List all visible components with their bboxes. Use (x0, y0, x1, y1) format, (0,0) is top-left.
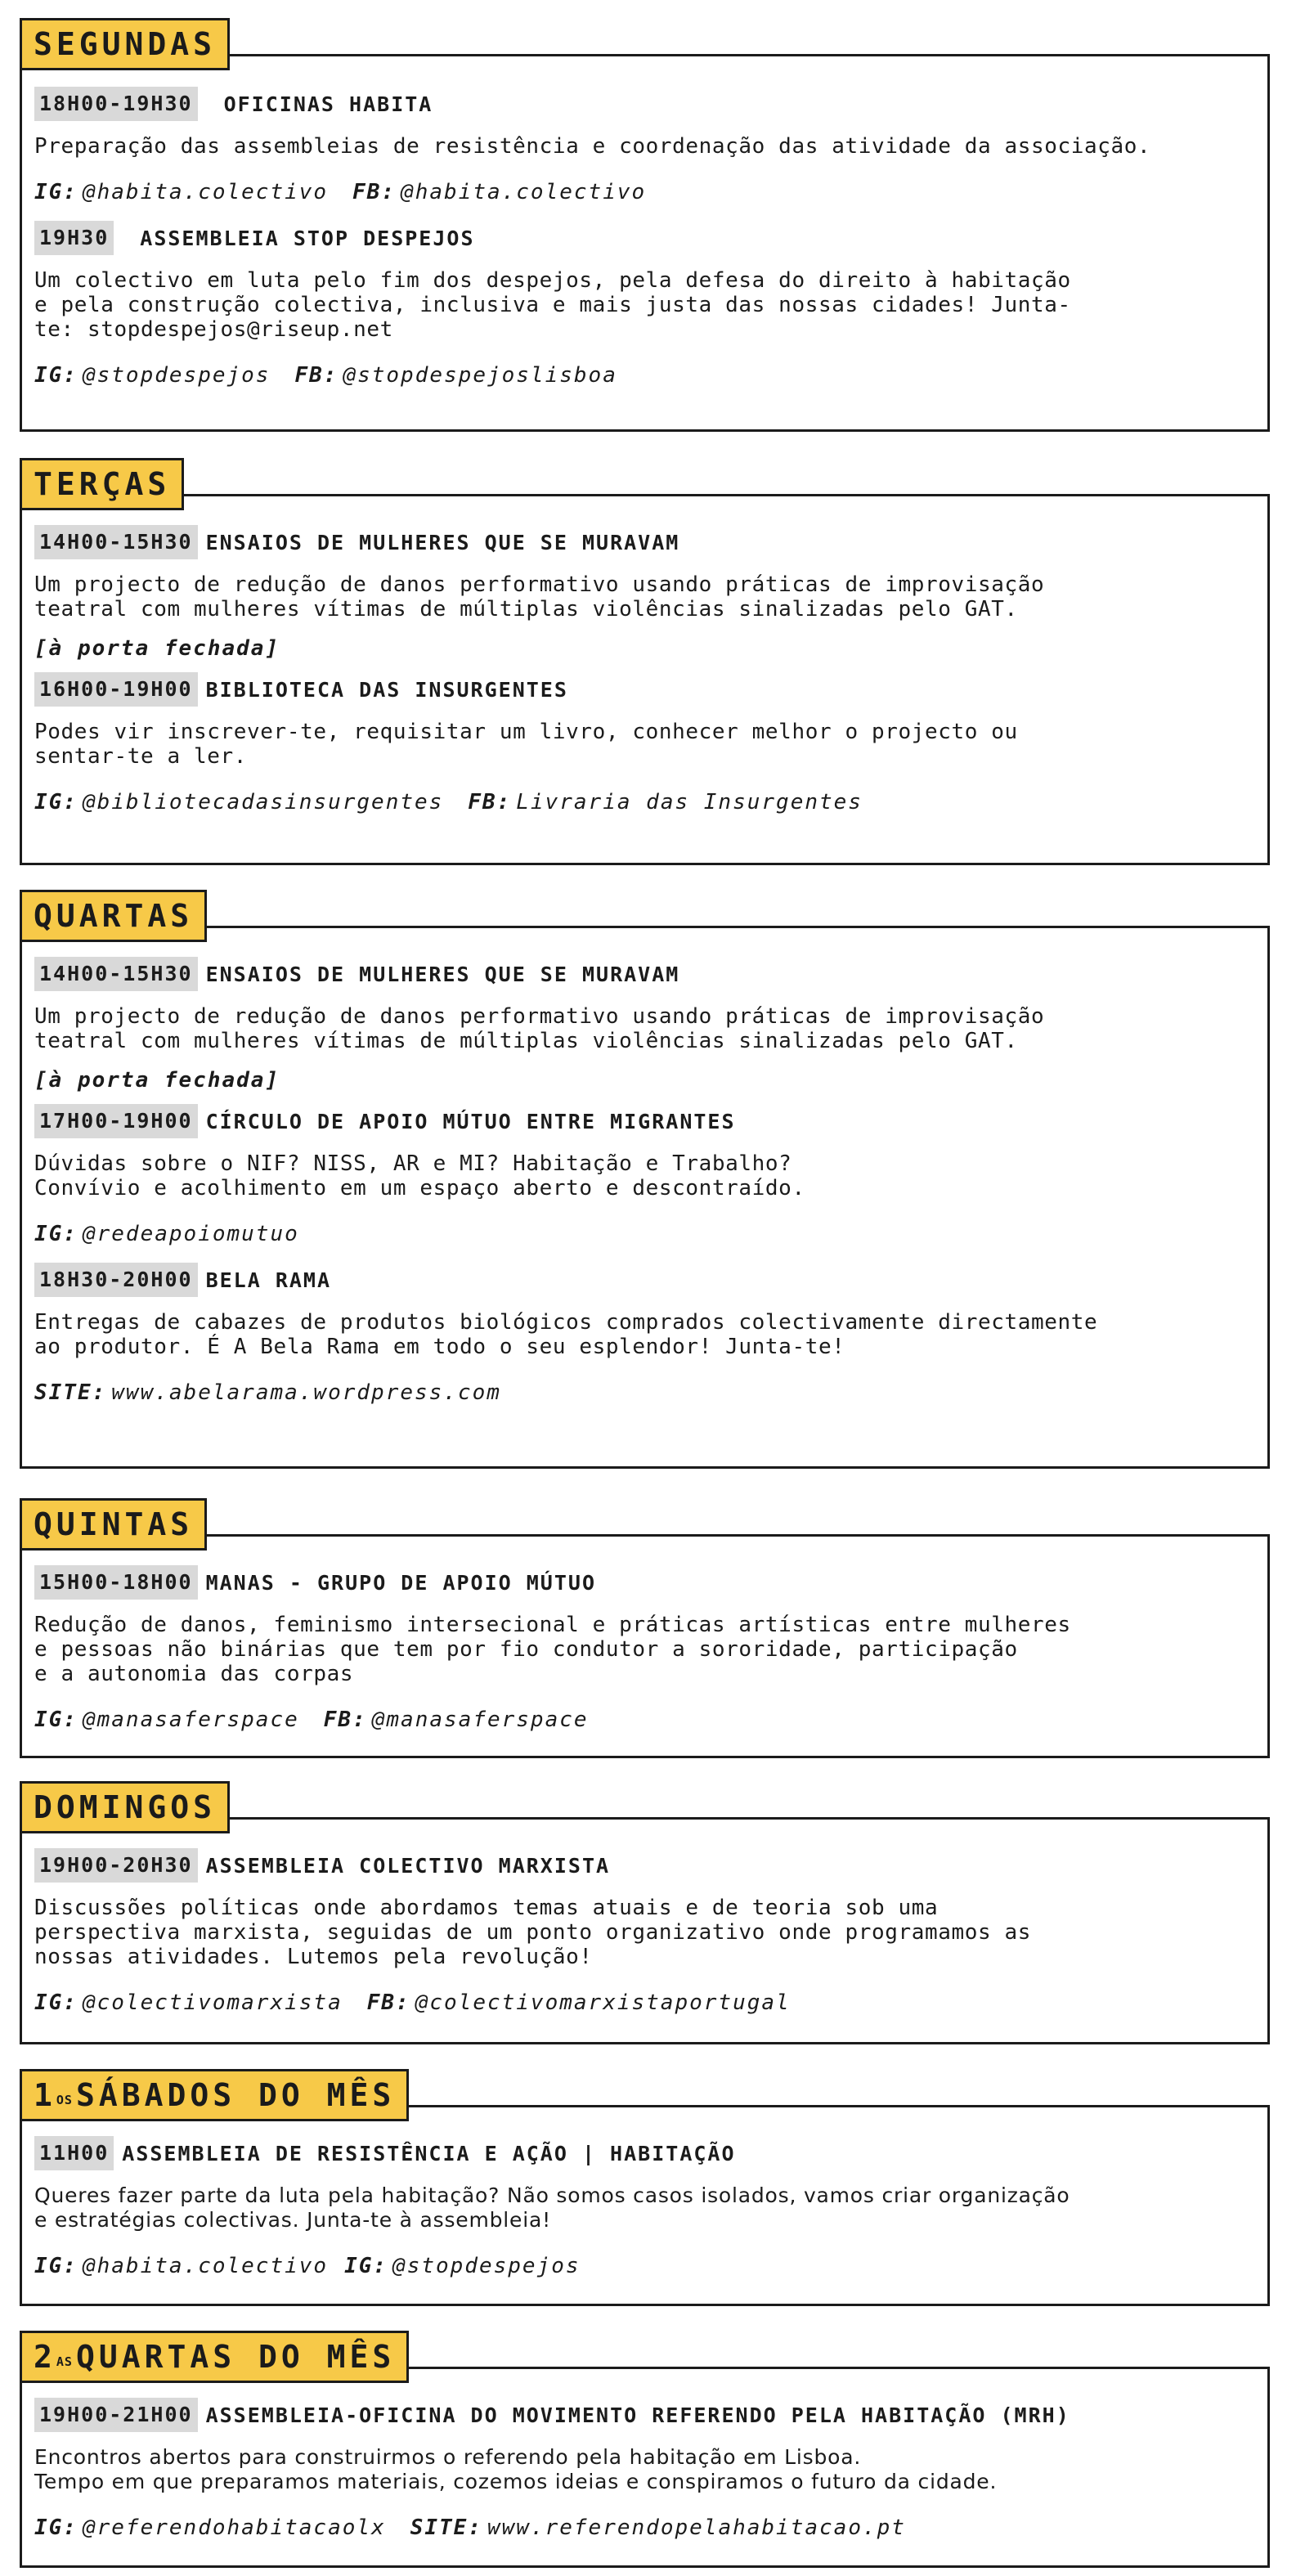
section-title: DOMINGOS (20, 1781, 230, 1833)
event-time: 14H00-15H30 (34, 957, 198, 991)
event-time: 18H00-19H30 (34, 87, 198, 121)
event-description: Dúvidas sobre o NIF? NISS, AR e MI? Habitação e Trabalho? Convívio e acolhimento em um espaço aberto e descontraído. (34, 1151, 805, 1200)
event-time: 19H00-20H30 (34, 1848, 198, 1883)
social-handle[interactable]: @colectivomarxista (82, 1990, 343, 2015)
event-socials: IG: @redeapoiomutuo (34, 1222, 299, 1246)
social-handle[interactable]: @stopdespejos (392, 2254, 581, 2278)
event-circulo-apoio-mutuo (34, 1104, 1258, 1246)
event-mrh (34, 2398, 1258, 2540)
section-tercas (20, 458, 1270, 865)
section-title: $1^{OS}$ SÁBADOS DO MÊS (20, 2069, 409, 2121)
section-segundas (20, 18, 1270, 432)
event-time: 16H00-19H00 (34, 672, 198, 707)
section-title: $2^{AS}$ QUARTAS DO MÊS (20, 2331, 409, 2383)
event-description: Um projecto de redução de danos performativo usando práticas de improvisação teatral com mulheres vítimas de múltiplas violências sinalizadas pelo GAT. (34, 572, 1045, 622)
event-title: CÍRCULO DE APOIO MÚTUO ENTRE MIGRANTES (205, 1109, 736, 1133)
social-handle[interactable]: @redeapoiomutuo (82, 1222, 299, 1246)
event-title: BELA RAMA (205, 1268, 332, 1292)
event-description: Um colectivo em luta pelo fim dos despejos, pela defesa do direito à habitação e pela construção colectiva, inclusiva e mais justa das nossas cidades! Junta- te: stopdespejos@riseup.net (34, 268, 1071, 342)
social-handle[interactable]: @habita.colectivo (82, 2254, 329, 2278)
event-oficinas-habita (34, 87, 1258, 204)
event-time: 15H00-18H00 (34, 1565, 198, 1600)
social-handle[interactable]: Livraria das Insurgentes (516, 790, 863, 815)
event-description: Redução de danos, feminismo intersecional e práticas artísticas entre mulheres e pessoas não binárias que tem por fio condutor a sororidade, participação e a autonomia das corpas (34, 1613, 1071, 1686)
event-title: ASSEMBLEIA-OFICINA DO MOVIMENTO REFERENDO PELA HABITAÇÃO (MRH) (205, 2403, 1070, 2427)
event-description: Queres fazer parte da luta pela habitação? Não somos casos isolados, vamos criar organização e estratégias colectivas. Junta-te à assembleia! (34, 2183, 1070, 2232)
event-time: 19H30 (34, 221, 114, 255)
event-description: Encontros abertos para construirmos o referendo pela habitação em Lisboa. Tempo em que preparamos materiais, cozemos ideias e conspiramos o futuro da cidade. (34, 2445, 998, 2493)
social-handle[interactable]: @manasaferspace (82, 1708, 299, 1732)
event-socials: IG: @habita.colectivo FB: @habita.colectivo (34, 180, 647, 204)
event-description: Preparação das assembleias de resistência e coordenação das atividade da associação. (34, 134, 1151, 159)
event-assembleia-resistencia (34, 2136, 1258, 2278)
event-colectivo-marxista (34, 1848, 1258, 2015)
section-quintas (20, 1498, 1270, 1758)
section-quartas (20, 890, 1270, 1469)
event-description: Entregas de cabazes de produtos biológicos comprados colectivamente directamente ao produtor. É A Bela Rama em todo o seu esplendor! Junta-te! (34, 1310, 1098, 1359)
event-title: MANAS - GRUPO DE APOIO MÚTUO (205, 1570, 597, 1595)
event-description: Podes vir inscrever-te, requisitar um livro, conhecer melhor o projecto ou sentar-te a ler. (34, 720, 1018, 769)
event-title: ASSEMBLEIA STOP DESPEJOS (140, 226, 475, 250)
event-title: BIBLIOTECA DAS INSURGENTES (205, 677, 568, 702)
section-sabados-do-mes (20, 2069, 1270, 2306)
event-socials: IG: @stopdespejos FB: @stopdespejoslisboa (34, 363, 617, 388)
event-socials: SITE: www.abelarama.wordpress.com (34, 1380, 501, 1405)
section-domingos (20, 1781, 1270, 2044)
social-handle[interactable]: @referendohabitacaolx (82, 2515, 386, 2540)
event-title: OFICINAS HABITA (223, 92, 433, 116)
event-time: 11H00 (34, 2136, 114, 2170)
social-handle[interactable]: @bibliotecadasinsurgentes (82, 790, 444, 815)
site-link[interactable]: www.abelarama.wordpress.com (111, 1380, 501, 1405)
social-handle[interactable]: @manasaferspace (371, 1708, 589, 1732)
event-ensaios-mulheres (34, 957, 1258, 1093)
section-title: SEGUNDAS (20, 18, 230, 70)
event-ensaios-mulheres (34, 525, 1258, 661)
social-handle[interactable]: @stopdespejos (82, 363, 271, 388)
section-quartas-do-mes (20, 2331, 1270, 2568)
event-manas (34, 1565, 1258, 1732)
site-link[interactable]: www.referendopelahabitacao.pt (487, 2515, 906, 2540)
section-title: QUINTAS (20, 1498, 207, 1551)
event-note: [à porta fechada] (34, 1068, 280, 1093)
event-description: Discussões políticas onde abordamos temas atuais e de teoria sob uma perspectiva marxista, seguidas de um ponto organizativo onde programamos as nossas atividades. Lutemos pela revolução! (34, 1896, 1031, 1969)
event-time: 18H30-20H00 (34, 1263, 198, 1297)
event-title: ENSAIOS DE MULHERES QUE SE MURAVAM (205, 962, 680, 986)
event-description: Um projecto de redução de danos performativo usando práticas de improvisação teatral com mulheres vítimas de múltiplas violências sinalizadas pelo GAT. (34, 1004, 1045, 1053)
event-time: 17H00-19H00 (34, 1104, 198, 1138)
event-socials: IG: @colectivomarxista FB: @colectivomarxistaportugal (34, 1990, 791, 2015)
social-handle[interactable]: @habita.colectivo (82, 180, 329, 204)
event-socials: IG: @bibliotecadasinsurgentes FB: Livraria das Insurgentes (34, 790, 863, 815)
social-handle[interactable]: @colectivomarxistaportugal (415, 1990, 791, 2015)
event-time: 14H00-15H30 (34, 525, 198, 559)
event-socials: IG: @habita.colectivo IG: @stopdespejos (34, 2254, 581, 2278)
event-title: ASSEMBLEIA COLECTIVO MARXISTA (205, 1853, 611, 1878)
social-handle[interactable]: @habita.colectivo (401, 180, 647, 204)
event-time: 19H00-21H00 (34, 2398, 198, 2432)
section-title: TERÇAS (20, 458, 184, 510)
event-title: ASSEMBLEIA DE RESISTÊNCIA E AÇÃO | HABITAÇÃO (122, 2141, 736, 2165)
social-handle[interactable]: @stopdespejoslisboa (343, 363, 617, 388)
section-title: QUARTAS (20, 890, 207, 942)
event-note: [à porta fechada] (34, 636, 280, 661)
event-assembleia-stop-despejos (34, 221, 1258, 388)
event-socials: IG: @referendohabitacaolx SITE: www.referendopelahabitacao.pt (34, 2515, 906, 2540)
event-title: ENSAIOS DE MULHERES QUE SE MURAVAM (205, 530, 680, 554)
event-biblioteca-insurgentes (34, 672, 1258, 815)
event-bela-rama (34, 1263, 1258, 1405)
event-socials: IG: @manasaferspace FB: @manasaferspace (34, 1708, 589, 1732)
